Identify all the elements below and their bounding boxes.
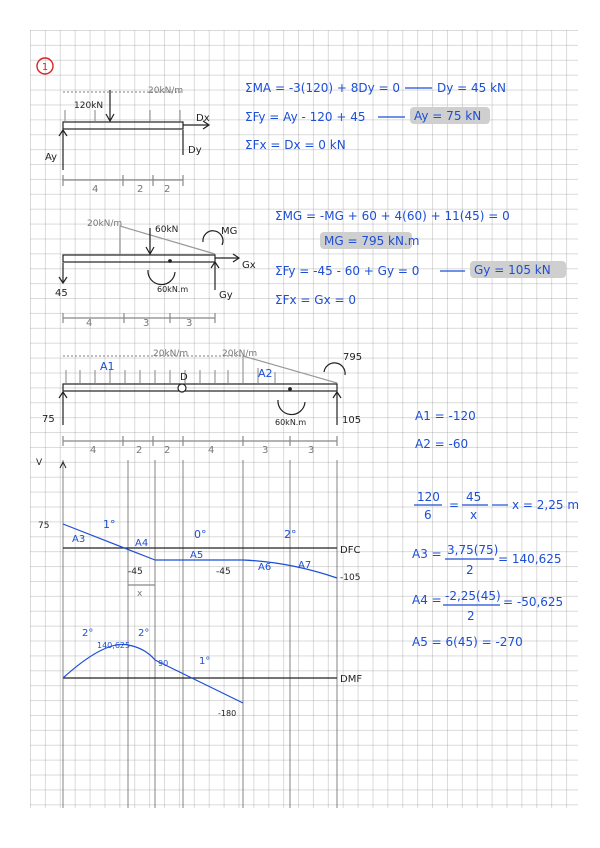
beam-3-moment-top: 795 <box>343 352 363 363</box>
area-a1-note: A1 = -120 <box>415 409 476 423</box>
beam-1-point-load-label: 120kN <box>74 101 104 111</box>
dmf-degree-2b: 2° <box>138 628 150 639</box>
dfc-label: DFC <box>340 545 361 556</box>
beam-3-body <box>63 384 337 391</box>
eq2-fy: ΣFy = -45 - 60 + Gy = 0 <box>275 264 420 278</box>
beam-2-point-label: 60kN <box>155 225 179 235</box>
beam-2-mg-arc <box>203 231 223 245</box>
dmf-value-90: 90 <box>158 659 169 668</box>
beam-2-dim-1: 4 <box>86 318 93 329</box>
eq1-fy: ΣFy = Ay - 120 + 45 <box>245 110 366 124</box>
beam-3-moment-arc <box>278 400 305 415</box>
area-calculations <box>412 543 563 649</box>
dfc-area-a5: A5 <box>190 550 204 561</box>
beam-3-moment-label: 60kN.m <box>275 418 307 427</box>
beam-1-ay-label: Ay <box>45 152 58 163</box>
beam-2-moment-arc <box>148 270 175 285</box>
dfc-value-45a: -45 <box>128 567 143 577</box>
ratio-den1: 6 <box>424 508 432 522</box>
beam-1-dist-label: 20kN/m <box>148 86 184 96</box>
beam-2-dist-label: 20kN/m <box>87 219 123 229</box>
beam-3-dot <box>289 388 292 391</box>
calc-a3-den: 2 <box>466 563 474 577</box>
beam-2-left-reaction: 45 <box>55 288 68 299</box>
ratio-den2: x <box>470 508 478 522</box>
svg-text:=: = <box>449 498 460 512</box>
beam-1-dim-2: 2 <box>137 184 144 195</box>
calc-a5: A5 = 6(45) = -270 <box>412 635 523 649</box>
calc-a3-lhs: A3 = <box>412 547 442 561</box>
dfc-value-45b: -45 <box>216 567 231 577</box>
dmf-value-140: 140,625 <box>97 641 131 650</box>
dfc-degree-2: 2° <box>284 528 297 541</box>
section-guides <box>63 460 337 808</box>
beam-3-dim-1: 4 <box>90 445 97 456</box>
problem-number: 1 <box>41 62 49 73</box>
dmf-degree-1: 1° <box>199 656 211 667</box>
eq1-fy-result: Ay = 75 kN <box>414 109 482 123</box>
beam-2-diagram <box>59 226 239 323</box>
dfc-x-label: x <box>137 589 143 599</box>
beam-3-dist-label-1: 20kN/m <box>153 349 189 359</box>
beam-3-dim-3: 2 <box>164 445 171 456</box>
dfc-area-a7: A7 <box>298 560 312 571</box>
dmf-value-180: -180 <box>218 709 237 718</box>
dfc-degree-1: 1° <box>103 518 116 531</box>
beam-2-mg-label: MG <box>221 226 238 237</box>
area-a2-note: A2 = -60 <box>415 437 469 451</box>
beam-3-hinge <box>178 384 186 392</box>
dfc-area-a4: A4 <box>135 538 149 549</box>
beam-2-moment-label: 60kN.m <box>157 285 189 294</box>
beam-3-dim-6: 3 <box>308 445 315 456</box>
beam-3-left-reaction: 75 <box>42 414 55 425</box>
calc-a4-num: -2,25(45) <box>445 589 501 603</box>
beam-3-dim-4: 4 <box>208 445 215 456</box>
beam-3-area-a2: A2 <box>258 367 273 380</box>
beam-1-dim-1: 4 <box>92 184 99 195</box>
eq1-moment: ΣMA = -3(120) + 8Dy = 0 <box>245 81 401 95</box>
dfc-value-105: -105 <box>340 573 361 583</box>
eq1-fx: ΣFx = Dx = 0 kN <box>245 138 346 152</box>
beam-2-dim-3: 3 <box>186 318 193 329</box>
beam-2-gy-label: Gy <box>219 290 233 301</box>
ratio-result: x = 2,25 m <box>512 498 580 512</box>
beam-2-dim-2: 3 <box>143 318 150 329</box>
ratio-num2: 45 <box>466 490 482 504</box>
dfc-axis-v-label: V <box>36 458 43 468</box>
calc-a3-num: 3,75(75) <box>447 543 499 557</box>
dmf-diagram <box>63 644 337 703</box>
dfc-area-a3: A3 <box>72 534 86 545</box>
dfc-value-75: 75 <box>38 521 50 531</box>
ratio-calculation <box>414 490 579 522</box>
dfc-area-a6: A6 <box>258 562 272 573</box>
beam-2-body <box>63 255 215 262</box>
eq1-moment-result: Dy = 45 kN <box>437 81 507 95</box>
calc-a4-den: 2 <box>467 609 475 623</box>
eq2-moment-result: MG = 795 kN.m <box>324 234 420 248</box>
dmf-label: DMF <box>340 674 363 685</box>
calc-a3-res: = 140,625 <box>498 552 562 566</box>
eq2-fx: ΣFx = Gx = 0 <box>275 293 356 307</box>
eq2-moment: ΣMG = -MG + 60 + 4(60) + 11(45) = 0 <box>275 209 510 223</box>
beam-1-dim-3: 2 <box>164 184 171 195</box>
dmf-degree-2a: 2° <box>82 628 94 639</box>
beam-1-body <box>63 122 183 129</box>
beam-3-dim-2: 2 <box>136 445 143 456</box>
eq2-fy-result: Gy = 105 kN <box>474 263 551 277</box>
dfc-degree-0: 0° <box>194 528 207 541</box>
beam-1-dy-label: Dy <box>188 145 202 156</box>
beam-3-right-reaction: 105 <box>342 415 362 426</box>
beam-3-dist-label-2: 20kN/m <box>222 349 258 359</box>
calc-a4-lhs: A4 = <box>412 593 442 607</box>
beam-3-area-a1: A1 <box>100 360 115 373</box>
ratio-num1: 120 <box>417 490 440 504</box>
beam-3-top-moment-arc <box>324 363 345 375</box>
beam-3-dim-5: 3 <box>262 445 269 456</box>
beam-2-gx-label: Gx <box>242 260 256 271</box>
beam-3-hinge-label: D <box>180 372 188 383</box>
beam-2-dot <box>169 260 172 263</box>
calc-a4-res: = -50,625 <box>503 595 564 609</box>
beam-1-dx-label: Dx <box>196 113 210 124</box>
